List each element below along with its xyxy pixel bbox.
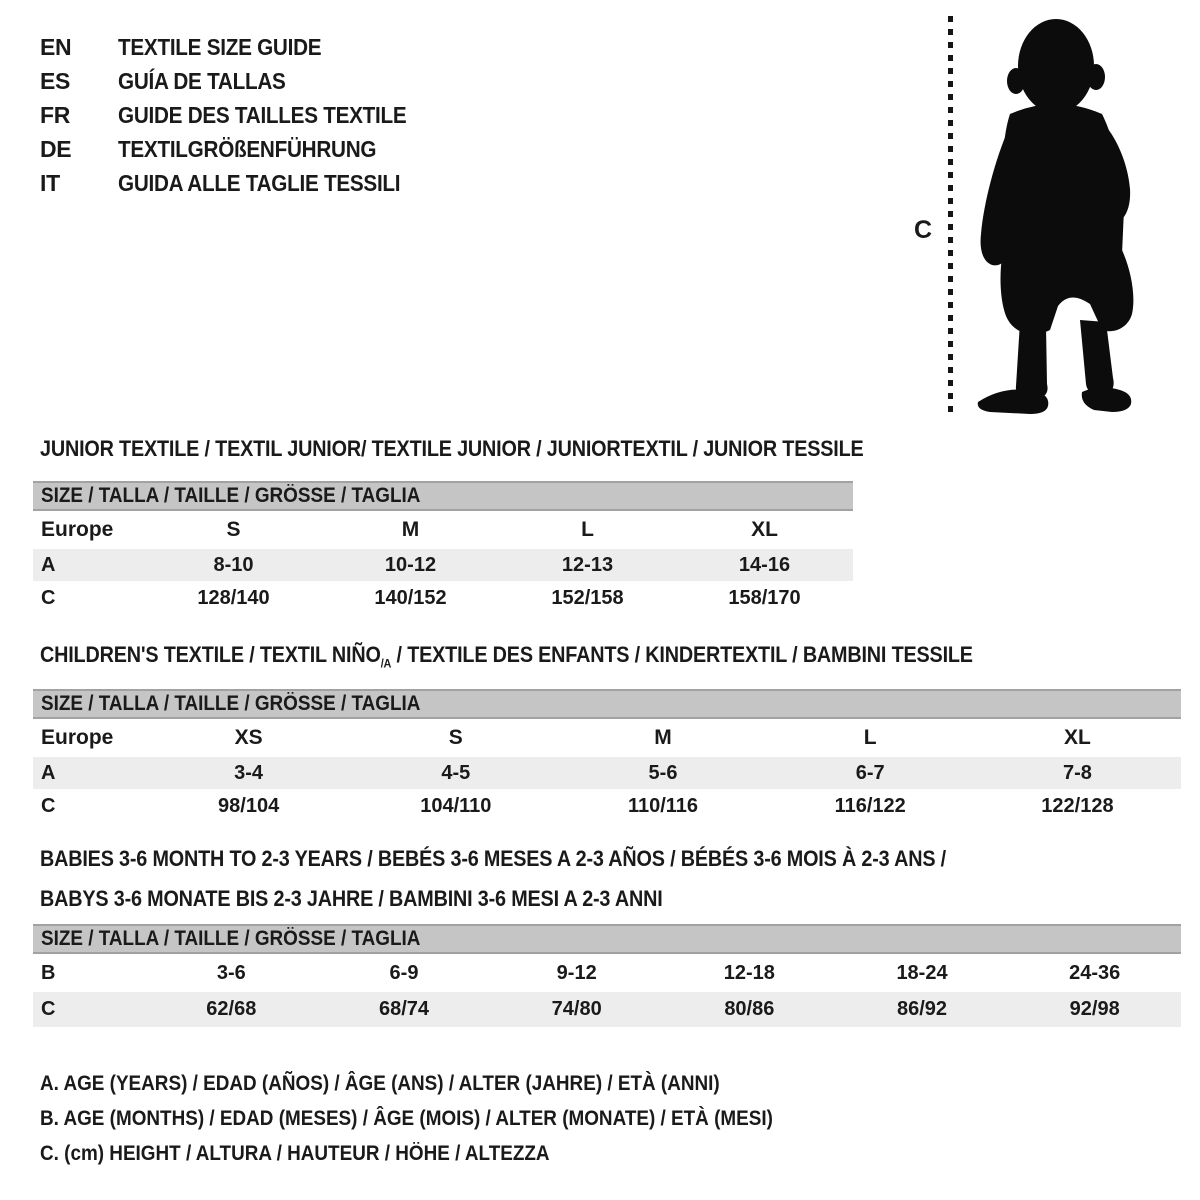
months-cell: 6-9 <box>389 961 419 984</box>
row-label: A <box>41 553 56 576</box>
table-row-height <box>33 789 1181 824</box>
months-cell: 9-12 <box>556 961 597 984</box>
height-cell: 86/92 <box>896 998 948 1020</box>
age-cell: 7-8 <box>1062 761 1092 784</box>
lang-row-it <box>40 166 439 200</box>
table-row-months <box>33 954 1181 992</box>
height-cell: 140/152 <box>374 587 447 609</box>
height-cell: 74/80 <box>551 998 602 1020</box>
lang-title: TEXTILGRÖßENFÜHRUNG <box>118 135 377 162</box>
months-cell: 12-18 <box>723 961 775 984</box>
size-cell: S <box>226 518 241 541</box>
age-cell: 10-12 <box>384 553 437 576</box>
height-cell: 104/110 <box>420 795 492 817</box>
lang-code: ES <box>40 67 71 94</box>
size-cell: XL <box>751 518 778 541</box>
height-cell: 80/86 <box>724 998 775 1020</box>
table-row-europe <box>33 719 1181 757</box>
age-cell: 3-4 <box>234 761 264 784</box>
lang-code: FR <box>40 101 71 128</box>
age-cell: 14-16 <box>738 553 791 576</box>
lang-title: GUIDA ALLE TAGLIE TESSILI <box>118 169 401 196</box>
lang-row-en <box>40 30 439 64</box>
size-cell: XL <box>1063 726 1091 749</box>
lang-row-de <box>40 132 439 166</box>
lang-title: GUIDE DES TAILLES TEXTILE <box>118 101 407 128</box>
lang-code: EN <box>40 33 72 60</box>
lang-code: IT <box>40 169 60 196</box>
measure-legend <box>40 1066 854 1171</box>
table-row-age <box>33 757 1181 789</box>
lang-code: DE <box>40 135 72 162</box>
size-cell: XS <box>234 726 263 749</box>
toddler-silhouette-icon <box>970 14 1135 416</box>
height-cell: 116/122 <box>834 795 906 817</box>
legend-age-years: A. AGE (YEARS) / EDAD (AÑOS) / ÂGE (ANS) / ALTER (JAHRE) / ETÀ (ANNI) <box>40 1072 720 1095</box>
children-section-title: CHILDREN'S TEXTILE / TEXTIL $NIÑO_{/A}$ / TEXTILE DES ENFANTS / KINDERTEXTIL / BAMBINI TESSILE <box>40 642 973 671</box>
lang-title: GUÍA DE TALLAS <box>118 67 286 94</box>
height-measure-label: C <box>914 216 933 244</box>
height-cell: 110/116 <box>627 795 699 817</box>
lang-title: TEXTILE SIZE GUIDE <box>118 33 322 60</box>
age-cell: 8-10 <box>213 553 254 576</box>
height-cell: 92/98 <box>1069 998 1120 1020</box>
junior-size-table <box>33 481 853 616</box>
size-cell: M <box>401 518 420 541</box>
height-cell: 158/170 <box>728 587 801 609</box>
size-table-header-band: SIZE / TALLA / TAILLE / GRÖSSE / TAGLIA <box>33 481 853 511</box>
table-row-europe <box>33 511 853 549</box>
size-cell: L <box>581 518 594 541</box>
size-cell: S <box>448 726 463 749</box>
babies-section-title-line2: BABYS 3-6 MONATE BIS 2-3 JAHRE / BAMBINI 3-6 MESI A 2-3 ANNI <box>40 886 663 911</box>
age-cell: 4-5 <box>441 761 471 784</box>
size-cell: L <box>863 726 877 749</box>
row-label: Europe <box>41 518 114 541</box>
height-cell: 152/158 <box>551 587 624 609</box>
language-title-block <box>40 30 439 200</box>
row-label: A <box>41 761 56 784</box>
size-table-header-band: SIZE / TALLA / TAILLE / GRÖSSE / TAGLIA <box>33 689 1181 719</box>
height-cell: 122/128 <box>1041 795 1114 817</box>
title-subscript: /A <box>380 656 392 671</box>
size-cell: M <box>654 726 672 749</box>
junior-section-title: JUNIOR TEXTILE / TEXTIL JUNIOR/ TEXTILE JUNIOR / JUNIORTEXTIL / JUNIOR TESSILE <box>40 436 864 461</box>
table-row-height <box>33 992 1181 1027</box>
months-cell: 18-24 <box>896 961 948 984</box>
babies-size-table <box>33 924 1181 1027</box>
height-cell: 68/74 <box>378 998 430 1020</box>
table-row-height <box>33 581 853 616</box>
lang-row-fr <box>40 98 439 132</box>
height-cell: 128/140 <box>197 587 270 609</box>
height-cell: 62/68 <box>206 998 257 1020</box>
table-row-age <box>33 549 853 581</box>
months-cell: 24-36 <box>1069 961 1121 984</box>
legend-age-months: B. AGE (MONTHS) / EDAD (MESES) / ÂGE (MOIS) / ALTER (MONATE) / ETÀ (MESI) <box>40 1107 773 1130</box>
months-cell: 3-6 <box>216 961 246 984</box>
age-cell: 6-7 <box>855 761 885 784</box>
row-label: C <box>41 587 56 609</box>
row-label: Europe <box>41 726 114 749</box>
size-table-header-band: SIZE / TALLA / TAILLE / GRÖSSE / TAGLIA <box>33 924 1181 954</box>
babies-section-title-line1: BABIES 3-6 MONTH TO 2-3 YEARS / BEBÉS 3-6 MESES A 2-3 AÑOS / BÉBÉS 3-6 MOIS À 2-3 ANS / <box>40 846 946 871</box>
height-cell: 98/104 <box>218 795 280 817</box>
age-cell: 5-6 <box>648 761 678 784</box>
row-label: C <box>41 795 56 817</box>
children-size-table <box>33 689 1181 824</box>
age-cell: 12-13 <box>561 553 614 576</box>
lang-row-es <box>40 64 439 98</box>
legend-height-cm: C. (cm) HEIGHT / ALTURA / HAUTEUR / HÖHE / ALTEZZA <box>40 1142 550 1165</box>
height-measure-dotted-line <box>948 16 953 416</box>
row-label: C <box>41 998 56 1020</box>
row-label: B <box>41 961 56 984</box>
